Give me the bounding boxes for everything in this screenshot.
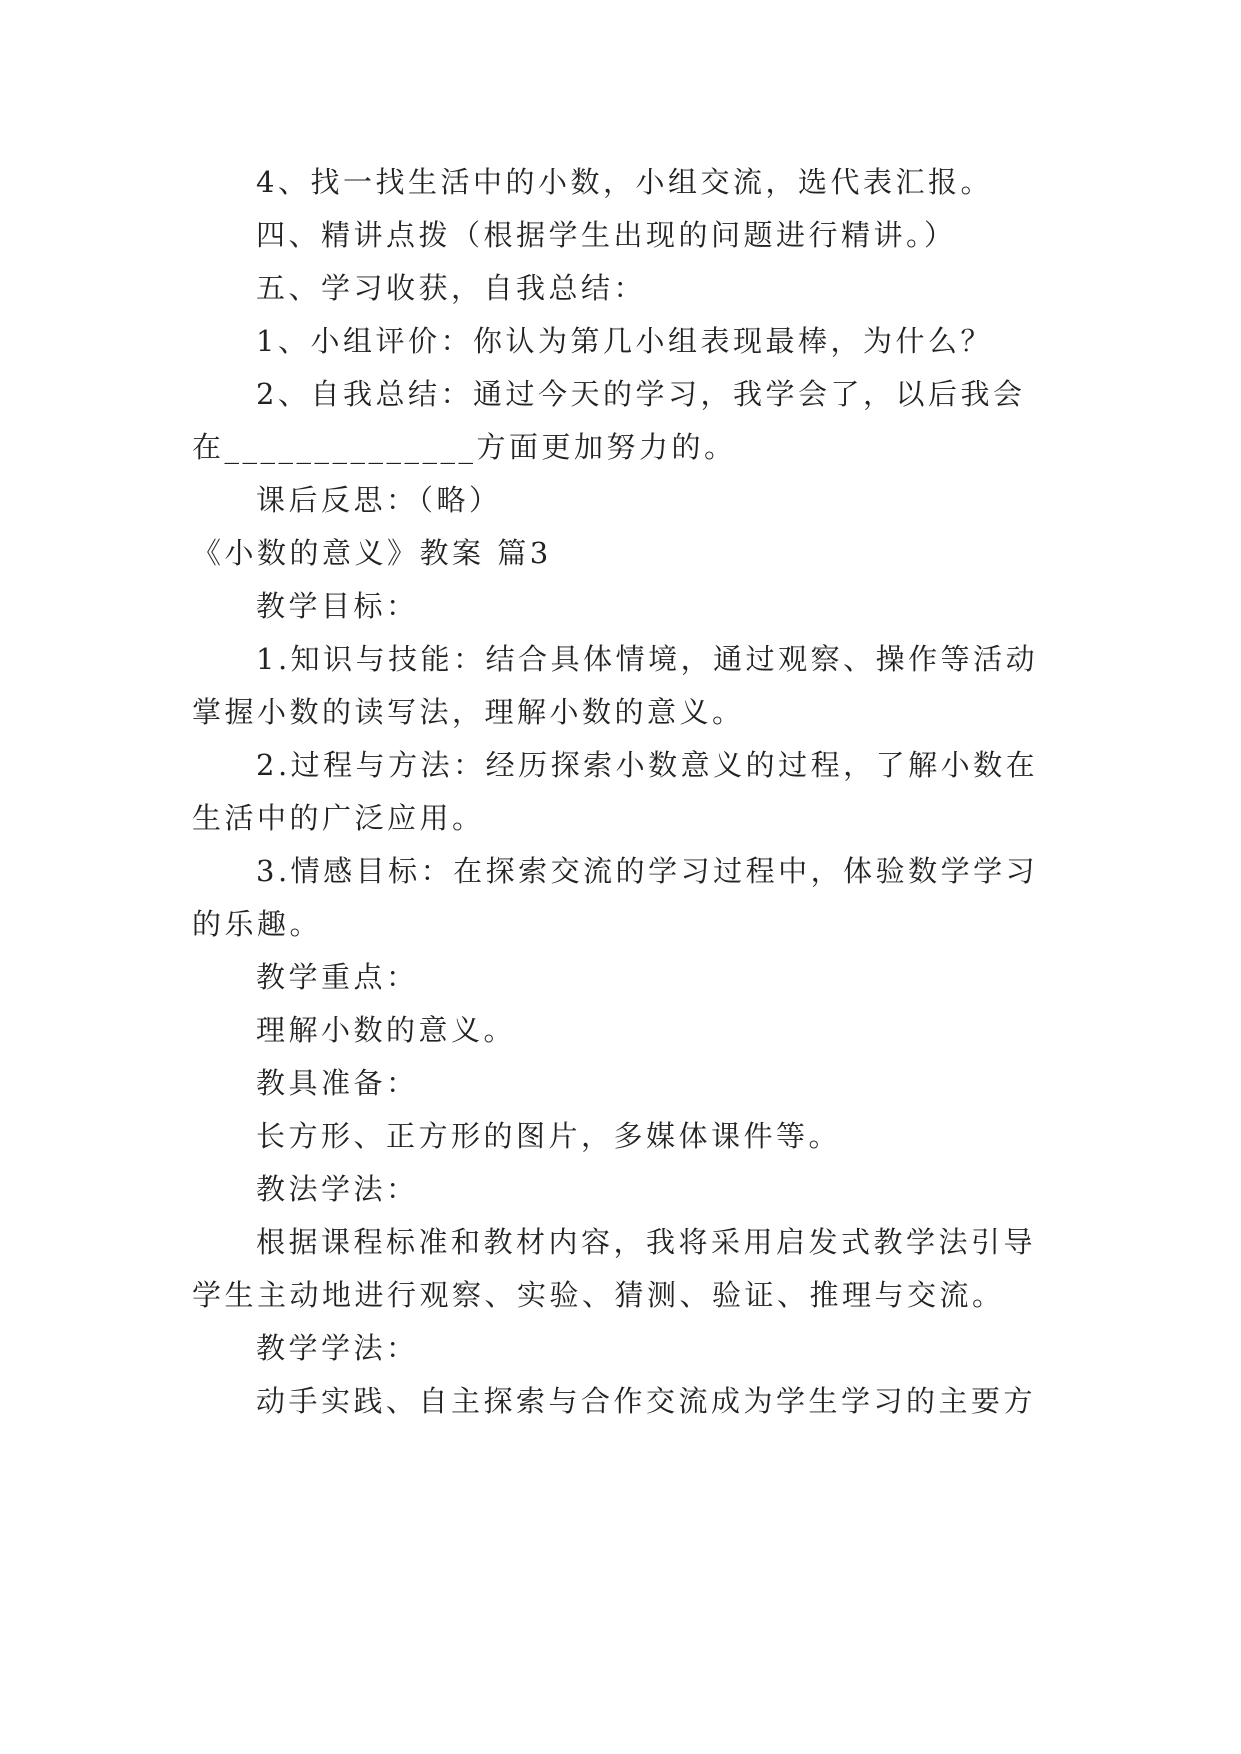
paragraph-line: 生活中的广泛应用。 [192, 801, 485, 835]
paragraph-line: 长方形、正方形的图片，多媒体课件等。 [256, 1119, 842, 1153]
paragraph-line: 根据课程标准和教材内容，我将采用启发式教学法引导 [256, 1225, 1037, 1259]
paragraph-line: 3.情感目标：在探索交流的学习过程中，体验数学学习 [256, 854, 1039, 888]
paragraph-line: 课后反思：（略） [256, 483, 502, 517]
paragraph-line: 动手实践、自主探索与合作交流成为学生学习的主要方 [256, 1384, 1037, 1418]
paragraph-line: 学生主动地进行观察、实验、猜测、验证、推理与交流。 [192, 1278, 1005, 1312]
paragraph-line: 2.过程与方法：经历探索小数意义的过程，了解小数在 [256, 748, 1039, 782]
paragraph-line: 在______________方面更加努力的。 [192, 430, 737, 464]
paragraph-line: 五、学习收获，自我总结： [256, 271, 647, 305]
paragraph-line: 4、找一找生活中的小数，小组交流，选代表汇报。 [256, 165, 993, 199]
paragraph-line: 掌握小数的读写法，理解小数的意义。 [192, 695, 745, 729]
paragraph-line: 2、自我总结：通过今天的学习，我学会了，以后我会 [256, 377, 1026, 411]
paragraph-line: 1、小组评价：你认为第几小组表现最棒，为什么？ [256, 324, 993, 358]
paragraph-line: 教学重点： [256, 960, 419, 994]
paragraph-line: 教学目标： [256, 589, 419, 623]
paragraph-line: 四、精讲点拨（根据学生出现的问题进行精讲。） [256, 218, 957, 252]
paragraph-line: 1.知识与技能：结合具体情境，通过观察、操作等活动 [256, 642, 1039, 676]
paragraph-line: 理解小数的意义。 [256, 1013, 517, 1047]
paragraph-line: 的乐趣。 [192, 907, 323, 941]
section-heading: 《小数的意义》教案 篇3 [192, 536, 552, 570]
paragraph-line: 教学学法： [256, 1331, 419, 1365]
paragraph-line: 教具准备： [256, 1066, 419, 1100]
paragraph-line: 教法学法： [256, 1172, 419, 1206]
